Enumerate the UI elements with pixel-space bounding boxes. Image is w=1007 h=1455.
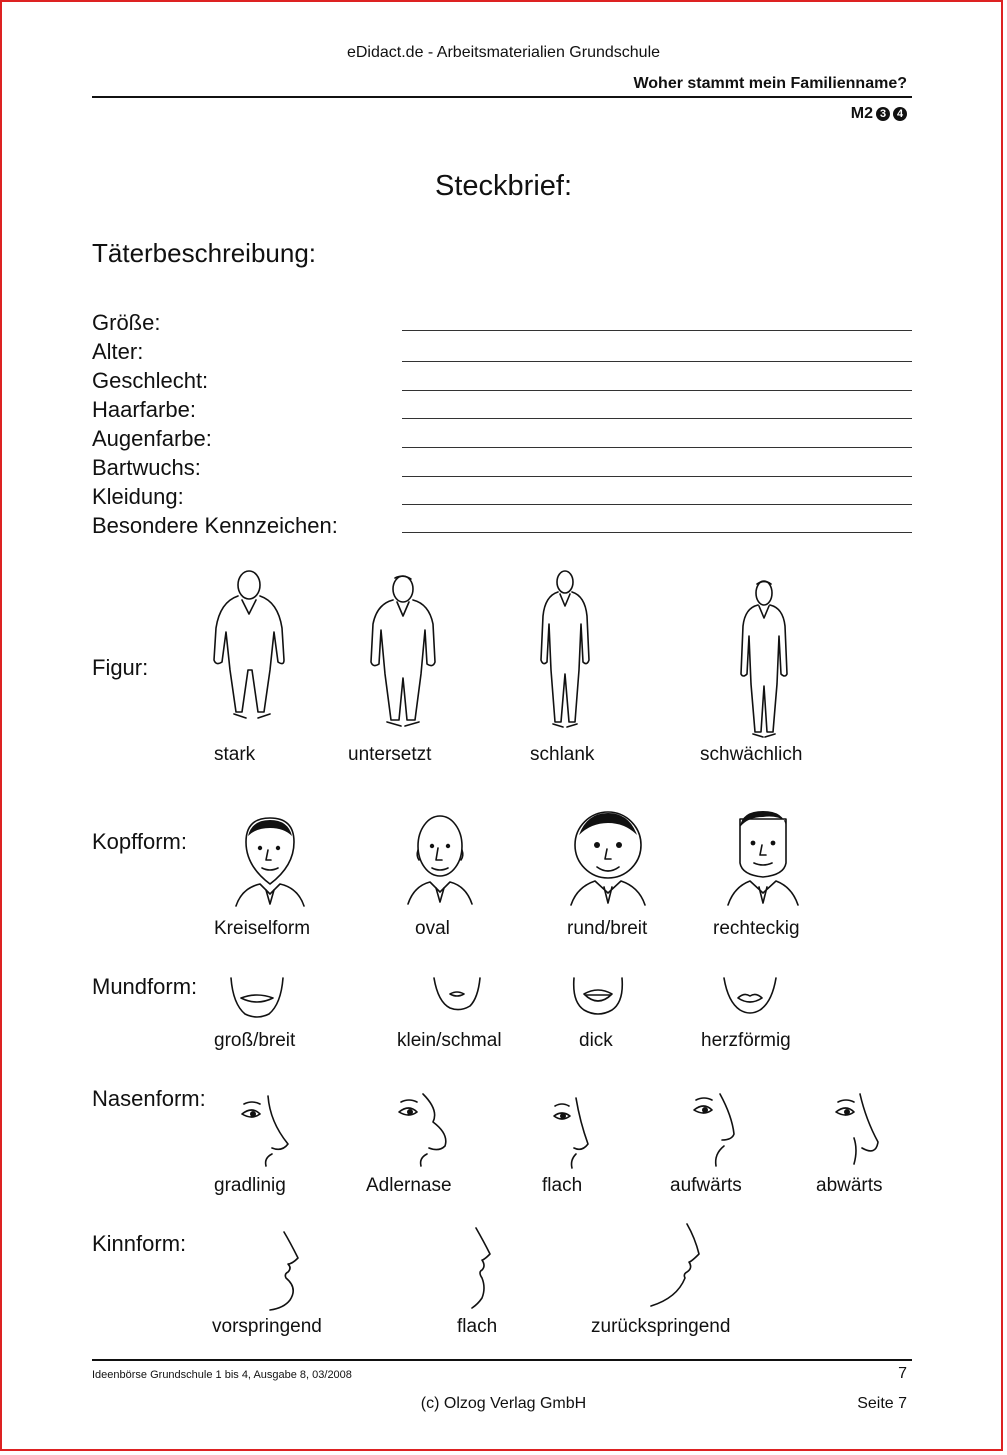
figur-option-schwaechlich: schwächlich bbox=[700, 744, 803, 765]
nose-adlernase-icon bbox=[395, 1090, 455, 1170]
chin-zurueckspringend-icon bbox=[647, 1220, 707, 1312]
kinnform-option-zurueckspringend: zurückspringend bbox=[591, 1316, 731, 1337]
nose-aufwaerts-icon bbox=[690, 1090, 752, 1170]
mouth-klein-schmal-icon bbox=[430, 974, 482, 1014]
field-line-bartwuchs[interactable] bbox=[402, 476, 912, 477]
kinnform-option-vorspringend: vorspringend bbox=[212, 1316, 322, 1337]
mouth-dick-icon bbox=[570, 974, 626, 1018]
nasenform-option-flach: flach bbox=[542, 1175, 583, 1196]
mundform-option-klein-schmal: klein/schmal bbox=[397, 1030, 502, 1051]
head-kreiselform-icon bbox=[232, 814, 307, 909]
figur-option-untersetzt: untersetzt bbox=[348, 744, 432, 765]
mouth-herzfoermig-icon bbox=[720, 974, 780, 1018]
section-label-kinnform: Kinnform: bbox=[92, 1231, 187, 1256]
material-code: M2 bbox=[850, 105, 873, 122]
field-line-kennzeichen[interactable] bbox=[402, 532, 912, 533]
mundform-option-dick: dick bbox=[579, 1030, 613, 1051]
field-label-haarfarbe: Haarfarbe: bbox=[92, 397, 196, 422]
field-label-geschlecht: Geschlecht: bbox=[92, 368, 209, 393]
field-line-geschlecht[interactable] bbox=[402, 390, 912, 391]
field-label-bartwuchs: Bartwuchs: bbox=[92, 455, 201, 480]
nasenform-option-abwaerts: abwärts bbox=[816, 1175, 883, 1196]
figure-schwaechlich-icon bbox=[737, 580, 789, 740]
figure-stark-icon bbox=[212, 570, 287, 725]
page-title: Steckbrief: bbox=[435, 170, 572, 202]
footer-divider bbox=[92, 1359, 912, 1361]
site-header: eDidact.de - Arbeitsmaterialien Grundschule bbox=[346, 44, 661, 61]
footer-publication: Ideenbörse Grundschule 1 bis 4, Ausgabe 8, 03/2008 bbox=[92, 1369, 352, 1381]
footer-page-number: 7 bbox=[898, 1365, 907, 1382]
mouth-gross-breit-icon bbox=[227, 974, 287, 1022]
footer-page-label: Seite 7 bbox=[857, 1395, 907, 1412]
field-line-augenfarbe[interactable] bbox=[402, 447, 912, 448]
level-badge-3: 3 bbox=[876, 107, 890, 121]
field-line-alter[interactable] bbox=[402, 361, 912, 362]
head-rechteckig-icon bbox=[724, 807, 802, 909]
figure-untersetzt-icon bbox=[367, 574, 439, 729]
mundform-option-herzfoermig: herzförmig bbox=[701, 1030, 791, 1051]
section-subtitle: Täterbeschreibung: bbox=[92, 238, 317, 268]
figure-schlank-icon bbox=[537, 570, 592, 730]
head-rund-breit-icon bbox=[567, 807, 649, 909]
chin-flach-icon bbox=[464, 1224, 498, 1312]
field-label-augenfarbe: Augenfarbe: bbox=[92, 426, 212, 451]
section-label-kopfform: Kopfform: bbox=[92, 829, 187, 854]
kopfform-option-kreiselform: Kreiselform bbox=[214, 918, 311, 939]
nose-abwaerts-icon bbox=[832, 1090, 892, 1170]
section-label-figur: Figur: bbox=[92, 655, 149, 680]
field-label-kleidung: Kleidung: bbox=[92, 484, 184, 509]
mundform-option-gross-breit: groß/breit bbox=[214, 1030, 296, 1051]
section-label-nasenform: Nasenform: bbox=[92, 1086, 206, 1111]
kinnform-option-flach: flach bbox=[457, 1316, 498, 1337]
head-oval-icon bbox=[404, 810, 476, 908]
field-line-kleidung[interactable] bbox=[402, 504, 912, 505]
material-label bbox=[851, 105, 907, 123]
nose-gradlinig-icon bbox=[238, 1092, 298, 1170]
field-label-kennzeichen: Besondere Kennzeichen: bbox=[92, 513, 338, 538]
field-label-groesse: Größe: bbox=[92, 310, 161, 335]
nasenform-option-adlernase: Adlernase bbox=[366, 1175, 452, 1196]
kopfform-option-rechteckig: rechteckig bbox=[713, 918, 800, 939]
nasenform-option-aufwaerts: aufwärts bbox=[670, 1175, 742, 1196]
section-label-mundform: Mundform: bbox=[92, 974, 198, 999]
kopfform-option-oval: oval bbox=[415, 918, 450, 939]
nasenform-option-gradlinig: gradlinig bbox=[214, 1175, 286, 1196]
chin-vorspringend-icon bbox=[264, 1228, 304, 1314]
field-line-groesse[interactable] bbox=[402, 330, 912, 331]
nose-flach-icon bbox=[550, 1094, 600, 1172]
header-divider bbox=[92, 96, 912, 98]
footer-copyright: (c) Olzog Verlag GmbH bbox=[420, 1395, 587, 1412]
worksheet-title-header: Woher stammt mein Familienname? bbox=[633, 75, 907, 92]
field-line-haarfarbe[interactable] bbox=[402, 418, 912, 419]
level-badge-4: 4 bbox=[893, 107, 907, 121]
figur-option-schlank: schlank bbox=[530, 744, 595, 765]
field-label-alter: Alter: bbox=[92, 339, 144, 364]
figur-option-stark: stark bbox=[214, 744, 256, 765]
kopfform-option-rund-breit: rund/breit bbox=[567, 918, 648, 939]
